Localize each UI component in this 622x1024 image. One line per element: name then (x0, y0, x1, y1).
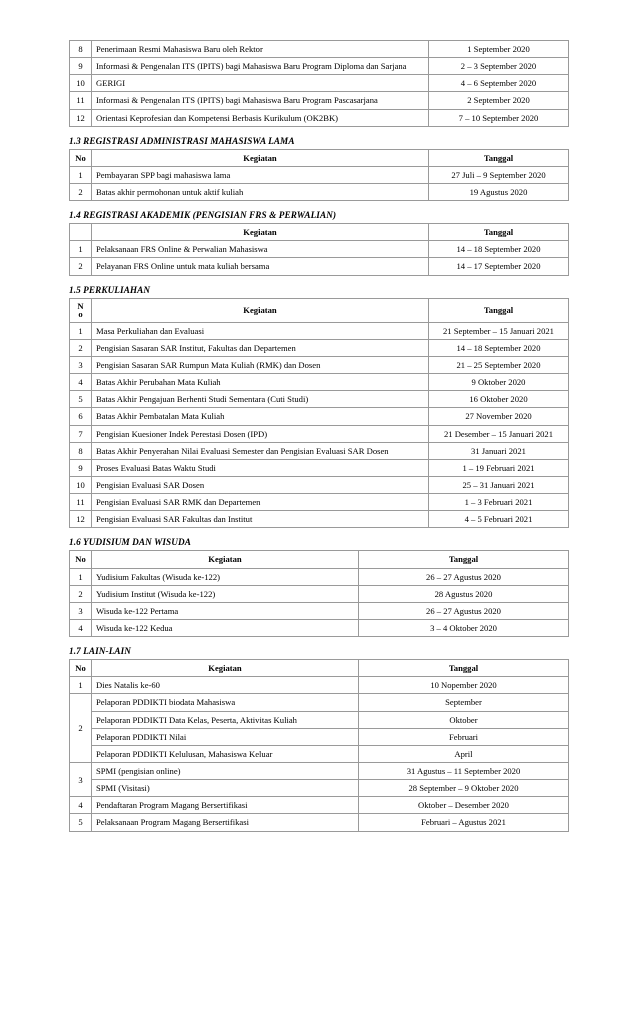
row-number: 3 (70, 357, 92, 374)
table-row (70, 41, 569, 58)
table-row (70, 745, 569, 762)
header-date: Tanggal (429, 298, 569, 322)
row-activity: Yudisium Institut (Wisuda ke-122) (92, 585, 359, 602)
table-row (70, 92, 569, 109)
row-date: 21 September – 15 Januari 2021 (429, 322, 569, 339)
table-row (70, 408, 569, 425)
row-number: 5 (70, 391, 92, 408)
row-activity: Batas Akhir Penyerahan Nilai Evaluasi Semester dan Pengisian Evaluasi SAR Dosen (92, 442, 429, 459)
table-row (70, 75, 569, 92)
row-activity: Wisuda ke-122 Pertama (92, 602, 359, 619)
table-header-row (70, 149, 569, 166)
table-continued (69, 40, 569, 127)
row-date: 25 – 31 Januari 2021 (429, 477, 569, 494)
row-number: 3 (70, 602, 92, 619)
row-date: 16 Oktober 2020 (429, 391, 569, 408)
row-activity: Dies Natalis ke-60 (92, 677, 359, 694)
table-row (70, 568, 569, 585)
row-date: 21 Desember – 15 Januari 2021 (429, 425, 569, 442)
row-number: 2 (70, 183, 92, 200)
row-activity: Pelaporan PDDIKTI Kelulusan, Mahasiswa Keluar (92, 745, 359, 762)
row-number: 4 (70, 619, 92, 636)
row-activity: Pengisian Sasaran SAR Institut, Fakultas dan Departemen (92, 339, 429, 356)
row-activity: Pendaftaran Program Magang Bersertifikasi (92, 797, 359, 814)
row-number: 5 (70, 814, 92, 831)
row-activity: Pelayanan FRS Online untuk mata kuliah bersama (92, 258, 429, 275)
table-row (70, 511, 569, 528)
row-activity: Wisuda ke-122 Kedua (92, 619, 359, 636)
row-activity: Pengisian Evaluasi SAR Dosen (92, 477, 429, 494)
row-date: Februari – Agustus 2021 (359, 814, 569, 831)
row-number: 2 (70, 258, 92, 275)
row-activity: Penerimaan Resmi Mahasiswa Baru oleh Rektor (92, 41, 429, 58)
header-activity: Kegiatan (92, 551, 359, 568)
row-activity: Pelaporan PDDIKTI Nilai (92, 728, 359, 745)
table-row (70, 762, 569, 779)
row-number: 7 (70, 425, 92, 442)
header-no (70, 224, 92, 241)
row-activity: SPMI (Visitasi) (92, 780, 359, 797)
row-number: 1 (70, 677, 92, 694)
row-date: 27 November 2020 (429, 408, 569, 425)
table-row (70, 442, 569, 459)
row-date: 21 – 25 September 2020 (429, 357, 569, 374)
row-number: 4 (70, 797, 92, 814)
table-row (70, 619, 569, 636)
row-activity: Batas Akhir Perubahan Mata Kuliah (92, 374, 429, 391)
row-activity: GERIGI (92, 75, 429, 92)
row-date: 14 – 17 September 2020 (429, 258, 569, 275)
row-activity: Batas Akhir Pembatalan Mata Kuliah (92, 408, 429, 425)
row-date: 14 – 18 September 2020 (429, 241, 569, 258)
table-row (70, 711, 569, 728)
table-section-1-4 (69, 223, 569, 275)
table-row (70, 494, 569, 511)
row-date: Oktober – Desember 2020 (359, 797, 569, 814)
row-number: 1 (70, 241, 92, 258)
table-row (70, 728, 569, 745)
row-number: 1 (70, 568, 92, 585)
row-activity: Pembayaran SPP bagi mahasiswa lama (92, 166, 429, 183)
table-row (70, 425, 569, 442)
header-date: Tanggal (429, 149, 569, 166)
row-number: 1 (70, 322, 92, 339)
row-activity: Pengisian Evaluasi SAR Fakultas dan Institut (92, 511, 429, 528)
row-date: 10 Nopember 2020 (359, 677, 569, 694)
section-heading-1-3: 1.3 REGISTRASI ADMINISTRASI MAHASISWA LAMA (69, 135, 295, 146)
header-activity: Kegiatan (92, 298, 429, 322)
row-date: 28 Agustus 2020 (359, 585, 569, 602)
row-activity: Pelaksanaan FRS Online & Perwalian Mahasiswa (92, 241, 429, 258)
row-date: 26 – 27 Agustus 2020 (359, 602, 569, 619)
row-number: 9 (70, 459, 92, 476)
header-no: No (70, 551, 92, 568)
table-row (70, 477, 569, 494)
row-activity: Pengisian Sasaran SAR Rumpun Mata Kuliah (RMK) dan Dosen (92, 357, 429, 374)
table-row (70, 694, 569, 711)
row-activity: Pelaporan PDDIKTI Data Kelas, Peserta, Aktivitas Kuliah (92, 711, 359, 728)
row-date: 31 Agustus – 11 September 2020 (359, 762, 569, 779)
header-date: Tanggal (429, 224, 569, 241)
header-activity: Kegiatan (92, 660, 359, 677)
row-number: 9 (70, 58, 92, 75)
row-date: April (359, 745, 569, 762)
header-activity: Kegiatan (92, 149, 429, 166)
table-header-row (70, 551, 569, 568)
row-number: 10 (70, 75, 92, 92)
row-date: 2 – 3 September 2020 (429, 58, 569, 75)
section-heading-1-5: 1.5 PERKULIAHAN (69, 284, 151, 295)
row-activity: Pelaporan PDDIKTI biodata Mahasiswa (92, 694, 359, 711)
section-heading-1-7: 1.7 LAIN-LAIN (69, 646, 132, 657)
table-header-row (70, 660, 569, 677)
row-date: Oktober (359, 711, 569, 728)
header-date: Tanggal (359, 551, 569, 568)
table-section-1-5 (69, 298, 569, 529)
row-number: 12 (70, 511, 92, 528)
header-no: No (70, 149, 92, 166)
row-number: 1 (70, 166, 92, 183)
table-row (70, 391, 569, 408)
table-row (70, 241, 569, 258)
table-row (70, 814, 569, 831)
table-section-1-6 (69, 550, 569, 637)
row-activity: SPMI (pengisian online) (92, 762, 359, 779)
row-number: 2 (70, 585, 92, 602)
row-activity: Proses Evaluasi Batas Waktu Studi (92, 459, 429, 476)
table-section-1-7 (69, 659, 569, 831)
row-date: 27 Juli – 9 September 2020 (429, 166, 569, 183)
header-no: No (70, 660, 92, 677)
table-row (70, 780, 569, 797)
table-header-row (70, 224, 569, 241)
row-number: 10 (70, 477, 92, 494)
row-number: 8 (70, 442, 92, 459)
table-header-row (70, 298, 569, 322)
row-date: 2 September 2020 (429, 92, 569, 109)
row-number: 12 (70, 109, 92, 126)
table-row (70, 602, 569, 619)
row-number: 11 (70, 92, 92, 109)
row-activity: Pelaksanaan Program Magang Bersertifikasi (92, 814, 359, 831)
row-date: 31 Januari 2021 (429, 442, 569, 459)
row-activity: Pengisian Kuesioner Indek Perestasi Dosen (IPD) (92, 425, 429, 442)
row-date: 26 – 27 Agustus 2020 (359, 568, 569, 585)
table-row (70, 585, 569, 602)
table-row (70, 322, 569, 339)
table-section-1-3 (69, 149, 569, 201)
row-number: 3 (70, 762, 92, 796)
row-date: 1 – 3 Februari 2021 (429, 494, 569, 511)
row-number: 8 (70, 41, 92, 58)
table-row (70, 374, 569, 391)
document-content (69, 40, 569, 832)
row-date: 3 – 4 Oktober 2020 (359, 619, 569, 636)
row-activity: Informasi & Pengenalan ITS (IPITS) bagi Mahasiswa Baru Program Diploma dan Sarjana (92, 58, 429, 75)
table-row (70, 459, 569, 476)
row-date: 14 – 18 September 2020 (429, 339, 569, 356)
row-number: 2 (70, 694, 92, 763)
header-no: N o (70, 298, 92, 322)
row-number: 11 (70, 494, 92, 511)
row-date: 19 Agustus 2020 (429, 183, 569, 200)
header-date: Tanggal (359, 660, 569, 677)
row-activity: Yudisium Fakultas (Wisuda ke-122) (92, 568, 359, 585)
row-date: 4 – 6 September 2020 (429, 75, 569, 92)
table-row (70, 166, 569, 183)
row-activity: Batas akhir permohonan untuk aktif kuliah (92, 183, 429, 200)
row-number: 4 (70, 374, 92, 391)
table-row (70, 258, 569, 275)
row-date: 1 September 2020 (429, 41, 569, 58)
row-date: Februari (359, 728, 569, 745)
row-date: 28 September – 9 Oktober 2020 (359, 780, 569, 797)
table-row (70, 339, 569, 356)
table-row (70, 183, 569, 200)
row-activity: Informasi & Pengenalan ITS (IPITS) bagi Mahasiswa Baru Program Pascasarjana (92, 92, 429, 109)
row-date: 1 – 19 Februari 2021 (429, 459, 569, 476)
row-number: 2 (70, 339, 92, 356)
row-date: September (359, 694, 569, 711)
section-heading-1-6: 1.6 YUDISIUM DAN WISUDA (69, 537, 191, 548)
row-date: 9 Oktober 2020 (429, 374, 569, 391)
row-activity: Batas Akhir Pengajuan Berhenti Studi Sementara (Cuti Studi) (92, 391, 429, 408)
row-activity: Pengisian Evaluasi SAR RMK dan Departemen (92, 494, 429, 511)
table-row (70, 797, 569, 814)
table-row (70, 677, 569, 694)
table-row (70, 357, 569, 374)
section-heading-1-4: 1.4 REGISTRASI AKADEMIK (PENGISIAN FRS & PERWALIAN) (69, 210, 337, 221)
row-date: 4 – 5 Februari 2021 (429, 511, 569, 528)
row-date: 7 – 10 September 2020 (429, 109, 569, 126)
row-activity: Masa Perkuliahan dan Evaluasi (92, 322, 429, 339)
row-activity: Orientasi Keprofesian dan Kompetensi Berbasis Kurikulum (OK2BK) (92, 109, 429, 126)
table-row (70, 109, 569, 126)
header-activity: Kegiatan (92, 224, 429, 241)
row-number: 6 (70, 408, 92, 425)
table-row (70, 58, 569, 75)
